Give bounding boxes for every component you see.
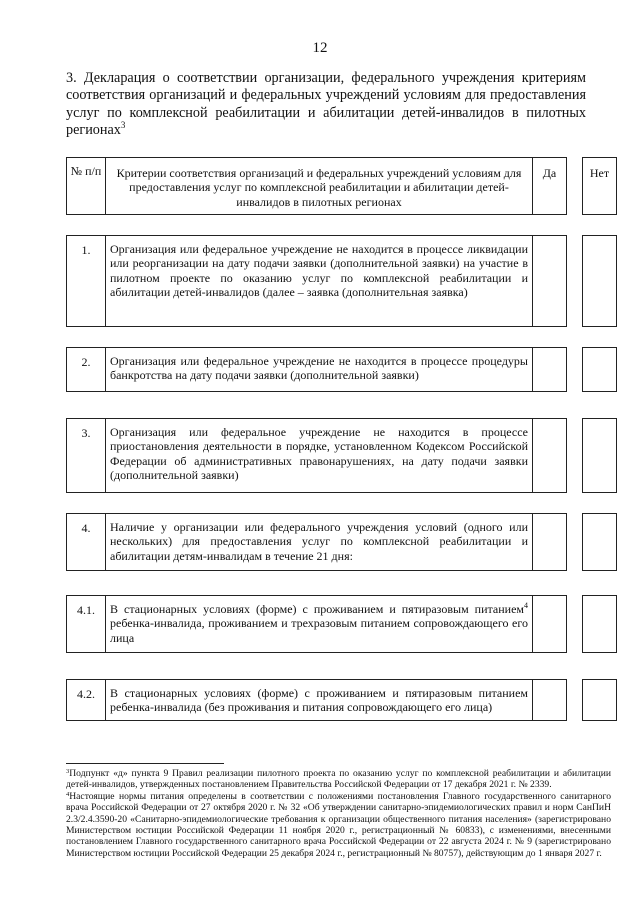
- row-text-cell: [105, 235, 533, 327]
- no-checkbox[interactable]: [582, 679, 617, 721]
- row-text-cell: [105, 513, 533, 571]
- row-num-cell: [66, 347, 106, 392]
- yes-checkbox[interactable]: [532, 418, 567, 493]
- yes-checkbox[interactable]: [532, 679, 567, 721]
- row-num: 4.2.: [77, 687, 95, 701]
- row-text: Организация или федеральное учреждение не находится в процессе ликвидации или реорганизации на дату подачи заявки (дополнительной заявки) на участие в пилотном проекте по оказанию услуг по комплексной реабилитации и абилитации детей-инвалидов (далее – заявка (дополнительная заявка): [110, 242, 528, 299]
- header-yes-label: Да: [542, 166, 557, 180]
- row-footnote-ref: 4: [524, 601, 528, 610]
- footnote-ref: 3: [66, 768, 70, 775]
- row-text: [110, 602, 528, 645]
- section-heading-text: 3. Декларация о соответствии организации, федерального учреждения критериям соответствия организаций и федеральных учреждений условиям для предоставления услуг по комплексной реабилитации и абилитации детей-инвалидов в пилотных регионах: [66, 70, 586, 138]
- footnote-ref: 4: [66, 790, 70, 798]
- header-criteria-cell: [105, 157, 533, 215]
- row-num-cell: [66, 595, 106, 653]
- footnote-divider: [66, 763, 224, 764]
- page-number: 12: [312, 40, 328, 56]
- row-text: Наличие у организации или федерального учреждения условий (одного или нескольких) для предоставления услуг по комплексной реабилитации и абилитации детям-инвалидам в течение 21 дня:: [110, 520, 528, 563]
- footnote: [66, 768, 611, 791]
- no-checkbox[interactable]: [582, 347, 617, 392]
- header-num-cell: [66, 157, 106, 215]
- header-num-label: № п/п: [70, 164, 102, 178]
- no-checkbox[interactable]: [582, 235, 617, 327]
- no-checkbox[interactable]: [582, 595, 617, 653]
- row-text: В стационарных условиях (форме) с проживанием и пятиразовым питанием ребенка-инвалида (без проживания и питания сопровождающего его лица): [110, 686, 528, 715]
- row-num-cell: [66, 513, 106, 571]
- header-no-cell: [582, 157, 617, 215]
- row-text-part: В стационарных условиях (форме) с проживанием и пятиразовым питанием: [110, 602, 524, 616]
- row-num-cell: [66, 418, 106, 493]
- row-num: 1.: [81, 243, 91, 257]
- yes-checkbox[interactable]: [532, 235, 567, 327]
- header-criteria-label: Критерии соответствия организаций и федеральных учреждений условиям для предоставления услуг по комплексной реабилитации и абилитации детей-инвалидов в пилотных регионах: [116, 166, 522, 209]
- row-num: 2.: [81, 355, 91, 369]
- row-text-cell: [105, 679, 533, 721]
- row-text: Организация или федеральное учреждение не находится в процессе процедуры банкротства на дату подачи заявки (дополнительной заявки): [110, 354, 528, 383]
- header-no-label: Нет: [589, 166, 610, 180]
- section-heading: [66, 70, 586, 139]
- row-text-part: ребенка-инвалида, проживанием и трехразовым питанием сопровождающего его лица: [110, 616, 528, 645]
- no-checkbox[interactable]: [582, 513, 617, 571]
- row-num: 4.1.: [77, 603, 95, 617]
- header-yes-cell: [532, 157, 567, 215]
- row-text-cell: [105, 418, 533, 493]
- yes-checkbox[interactable]: [532, 347, 567, 392]
- footnote-text: Настоящие нормы питания определены в соответствии с положениями постановления Главного государственного санитарного врача Российской Федерации от 27 октября 2020 г. № 32 «Об утверждении санитарно-эпидемиологических правил и норм СанПиН 2.3/2.4.3590-20 «Санитарно-эпидемиологические требования к организации общественного питания населения» (зарегистрировано Министерством юстиции Российской Федерации 11 ноября 2020 г., регистрационный № 60833), с изменениями, внесенными постановлением Главного государственного санитарного врача Российской Федерации от 22 августа 2024 г. № 9 (зарегистрировано Министерством юстиции Российской Федерации 25 декабря 2024 г., регистрационный № 80757), действующим до 1 января 2027 г.: [66, 790, 611, 859]
- heading-footnote-ref: 3: [120, 119, 126, 130]
- footnote: [66, 791, 611, 859]
- footnotes: [66, 768, 611, 859]
- row-text: Организация или федеральное учреждение не находится в процессе приостановления деятельности в порядке, установленном Кодексом Российской Федерации об административных правонарушениях, на дату подачи заявки (дополнительной заявки): [110, 425, 528, 482]
- no-checkbox[interactable]: [582, 418, 617, 493]
- yes-checkbox[interactable]: [532, 595, 567, 653]
- row-text-cell: [105, 347, 533, 392]
- row-text-cell: [105, 595, 533, 653]
- row-num: 4.: [81, 521, 91, 535]
- yes-checkbox[interactable]: [532, 513, 567, 571]
- footnote-text: Подпункт «д» пункта 9 Правил реализации пилотного проекта по оказанию услуг по комплексной реабилитации и абилитации детей-инвалидов, утвержденных постановлением Правительства Российской Федерации от 17 декабря 2021 г. № 2339.: [66, 768, 611, 791]
- row-num-cell: [66, 235, 106, 327]
- row-num: 3.: [81, 426, 91, 440]
- row-num-cell: [66, 679, 106, 721]
